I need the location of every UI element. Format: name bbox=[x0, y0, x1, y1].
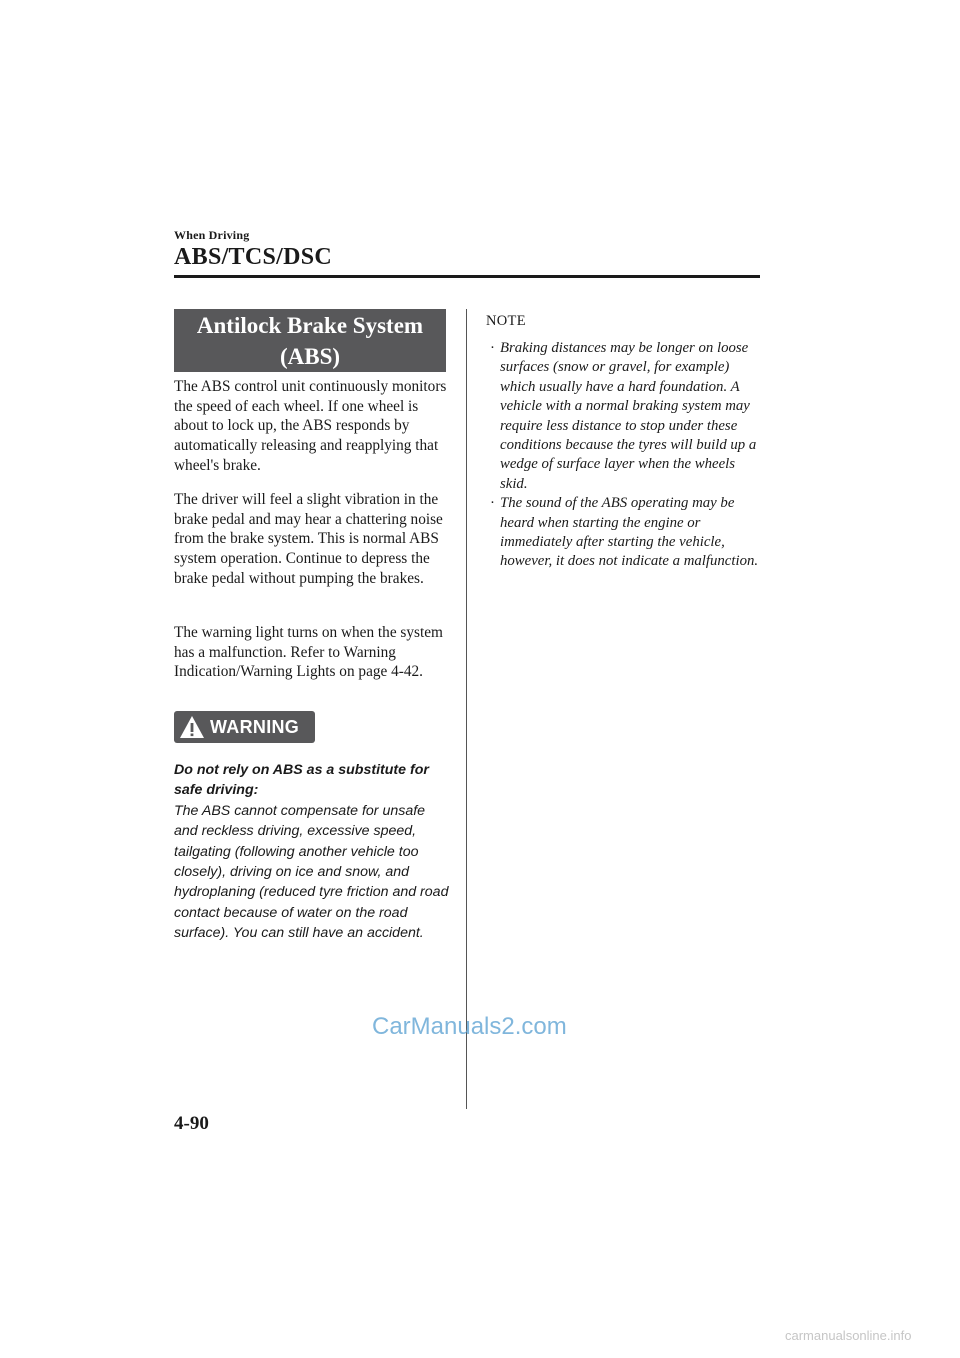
note-item-text: The sound of the ABS operating may be heard when starting the engine or immediately after starting the vehicle, however, it does not indicate a malfunction. bbox=[500, 495, 759, 570]
chapter-label: When Driving bbox=[174, 228, 250, 242]
column-divider bbox=[466, 309, 467, 1109]
bullet-icon: · bbox=[490, 340, 495, 356]
header-rule bbox=[174, 275, 760, 278]
warning-lead: Do not rely on ABS as a substitute for safe driving: bbox=[174, 762, 429, 799]
body-paragraph: The driver will feel a slight vibration in the brake pedal and may hear a chattering noise from the brake system. This is normal ABS system operation. Continue to depress the brake pedal without pumping the brakes. bbox=[174, 491, 443, 587]
topic-title: Antilock Brake System (ABS) bbox=[196, 312, 424, 369]
body-paragraph: The warning light turns on when the system has a malfunction. Refer to Warning Indication/Warning Lights on page 4-42. bbox=[174, 624, 443, 681]
note-item bbox=[486, 339, 761, 494]
bullet-icon: · bbox=[490, 495, 495, 512]
warning-label: WARNING bbox=[210, 716, 300, 737]
note-item bbox=[486, 494, 761, 572]
watermark: CarManuals2.com bbox=[372, 1013, 567, 1040]
note-list bbox=[486, 339, 761, 572]
page-number: 4-90 bbox=[174, 1113, 209, 1134]
warning-body: The ABS cannot compensate for unsafe and reckless driving, excessive speed, tailgating (following another vehicle too closely), driving on ice and snow, and hydroplaning (reduced tyre friction and road contact because of water on the road surface). You can still have an accident. bbox=[174, 802, 449, 942]
note-item-text: Braking distances may be longer on loose surfaces (snow or gravel, for example) which usually have a hard foundation. A vehicle with a normal braking system may require less distance to stop under these conditions because the tyres will build up a wedge of surface layer when the wheels skid. bbox=[500, 340, 757, 492]
warning-triangle-icon bbox=[179, 715, 205, 739]
topic-title-box bbox=[174, 309, 446, 372]
footer-site: carmanualsonline.info bbox=[785, 1328, 912, 1343]
body-paragraph: The ABS control unit continuously monitors the speed of each wheel. If one wheel is about to lock up, the ABS responds by automatically releasing and reapplying that wheel's brake. bbox=[174, 378, 447, 474]
warning-text bbox=[174, 760, 449, 944]
note-label: NOTE bbox=[486, 313, 526, 329]
warning-badge bbox=[174, 711, 315, 743]
section-title: ABS/TCS/DSC bbox=[174, 244, 333, 270]
